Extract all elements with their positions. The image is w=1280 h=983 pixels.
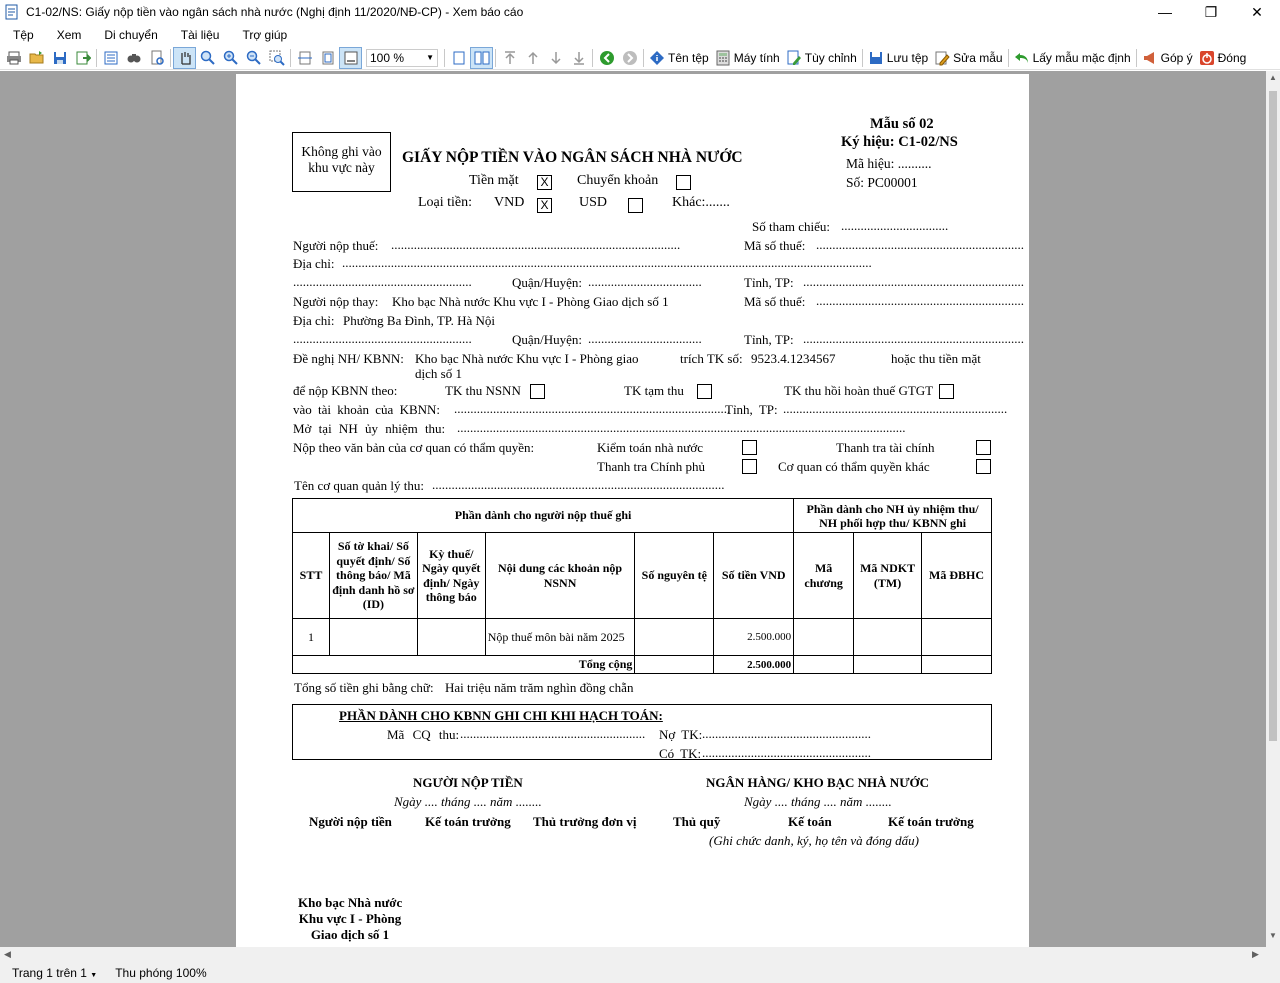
tax-code-2-dots: ................................................................ — [816, 293, 1024, 308]
province-3-label: Tỉnh, TP: — [725, 402, 778, 417]
toolbar-separator — [592, 49, 593, 67]
district-label: Quận/Huyện: — [512, 275, 583, 290]
toolbar-separator — [444, 49, 445, 67]
payer-date: Ngày .... tháng .... năm ........ — [394, 794, 542, 809]
gov-inspect-label: Thanh tra Chính phủ — [597, 459, 705, 474]
toolbar-separator — [290, 49, 291, 67]
amount-words-label: Tổng số tiền ghi bằng chữ: — [294, 680, 434, 695]
province-3-dots: ..................................................................... — [783, 401, 1008, 416]
menu-help[interactable]: Trợ giúp — [242, 28, 288, 42]
col-original-amount: Số nguyên tệ — [635, 533, 714, 619]
form-number: Mẫu số 02 — [870, 116, 934, 132]
find-icon[interactable] — [122, 47, 145, 69]
forward-icon[interactable] — [618, 47, 641, 69]
request-bank-label: Đề nghị NH/ KBNN: — [293, 351, 404, 366]
total-original — [635, 656, 714, 674]
file-name-label: Tên tệp — [668, 50, 709, 65]
export-icon[interactable] — [71, 47, 94, 69]
toolbar — [0, 46, 1280, 70]
sig-note: (Ghi chức danh, ký, họ tên và đóng dấu) — [709, 833, 919, 848]
row-chapter-code — [794, 619, 854, 656]
table-of-contents-icon[interactable] — [99, 47, 122, 69]
debit-account-label: trích TK số: — [680, 351, 743, 366]
print-icon[interactable] — [2, 47, 25, 69]
chevron-down-icon: ▼ — [426, 53, 434, 62]
to-pay-label: để nộp KBNN theo: — [293, 383, 398, 398]
power-icon — [1199, 50, 1215, 66]
zoom-in-icon[interactable] — [219, 47, 242, 69]
payer-section-title: NGƯỜI NỘP TIỀN — [413, 775, 523, 790]
address-label: Địa chỉ: — [293, 256, 335, 271]
sig-payer: Người nộp tiền — [309, 814, 392, 829]
page-title: GIẤY NỘP TIỀN VÀO NGÂN SÁCH NHÀ NƯỚC — [402, 149, 743, 166]
fit-page-icon[interactable] — [316, 47, 339, 69]
app-icon — [4, 4, 20, 20]
tk-vat-checkbox[interactable] — [939, 384, 954, 399]
toolbar-separator — [1136, 49, 1137, 67]
zoom-selection-icon[interactable] — [265, 47, 288, 69]
tax-code-2-label: Mã số thuế: — [744, 294, 806, 309]
col-ndkt-code: Mã NDKT (TM) — [854, 533, 922, 619]
status-bar — [0, 963, 1280, 983]
usd-checkbox[interactable] — [628, 198, 643, 213]
address-2-dots: ....................................................... — [293, 331, 472, 346]
customize-button[interactable] — [783, 47, 860, 69]
no-write-box — [292, 132, 391, 192]
request-bank-value-1: Kho bạc Nhà nước Khu vực I - Phòng giao — [415, 351, 639, 366]
other-authority-checkbox[interactable] — [976, 459, 991, 474]
payer-on-behalf-value: Kho bạc Nhà nước Khu vực I - Phòng Giao dịch số 1 — [392, 294, 669, 309]
row-vnd-amount: 2.500.000 — [714, 619, 794, 656]
request-bank-value-2: dịch số 1 — [415, 366, 462, 381]
calculator-button[interactable] — [712, 47, 783, 69]
transfer-label: Chuyển khoản — [577, 173, 659, 188]
default-template-button[interactable] — [1011, 47, 1134, 69]
feedback-button[interactable] — [1139, 47, 1196, 69]
row-dbhc-code — [922, 619, 992, 656]
agency-name-dots: .......................................................................................... — [432, 477, 725, 492]
transfer-checkbox[interactable] — [676, 175, 691, 190]
taxpayer-dots: ......................................................................................... — [391, 237, 681, 252]
ref-number-label: Số tham chiếu: — [752, 219, 830, 234]
col-dbhc-code: Mã ĐBHC — [922, 533, 992, 619]
page-setup-icon[interactable] — [145, 47, 168, 69]
address-2-value: Phường Ba Đình, TP. Hà Nội — [343, 313, 495, 328]
report-viewport[interactable] — [0, 71, 1266, 947]
tax-code-dots: ................................................................ — [816, 237, 1024, 252]
gov-inspect-checkbox[interactable] — [742, 459, 757, 474]
province-2-dots: .................................................................... — [803, 331, 1024, 346]
province-dots: .................................................................... — [803, 274, 1024, 289]
calculator-label: Máy tính — [733, 50, 780, 65]
total-ndkt — [854, 656, 922, 674]
zoom-select[interactable] — [366, 49, 438, 67]
vertical-scroll-thumb[interactable] — [1269, 91, 1277, 741]
scroll-down-icon[interactable]: ▼ — [1269, 931, 1277, 940]
payer-name-line-1: Kho bạc Nhà nước — [298, 895, 403, 910]
row-tax-period — [417, 619, 485, 656]
tk-temp-label: TK tạm thu — [624, 383, 684, 398]
amount-words-value: Hai triệu năm trăm nghìn đồng chẵn — [445, 680, 634, 695]
other-currency-label: Khác:....... — [672, 195, 730, 210]
total-label: Tổng cộng — [293, 656, 635, 674]
sig-head-of-unit: Thủ trưởng đơn vị — [533, 814, 637, 829]
col-content: Nội dung các khoản nộp NSNN — [485, 533, 635, 619]
opened-at-label: Mở tại NH ủy nhiệm thu: — [293, 421, 446, 436]
cash-checkbox[interactable]: X — [537, 175, 552, 190]
maximize-button[interactable]: ❐ — [1204, 3, 1218, 20]
payer-name-line-2: Khu vực I - Phòng — [298, 911, 402, 926]
vnd-label: VND — [494, 195, 525, 210]
toolbar-separator — [862, 49, 863, 67]
calculator-icon — [715, 50, 731, 66]
page-indicator-text: Trang 1 trên 1 — [12, 966, 87, 980]
open-icon[interactable] — [25, 47, 48, 69]
zoom-icon[interactable] — [196, 47, 219, 69]
cq-code-label: Mã CQ thu: — [387, 727, 460, 742]
debit-account-value: 9523.4.1234567 — [751, 351, 836, 366]
total-chapter — [794, 656, 854, 674]
taxpayer-label: Người nộp thuế: — [293, 238, 379, 253]
toolbar-separator — [643, 49, 644, 67]
feedback-label: Góp ý — [1160, 50, 1193, 65]
state-audit-checkbox[interactable] — [742, 440, 757, 455]
toolbar-separator — [1008, 49, 1009, 67]
table-row — [293, 619, 992, 656]
window-title: C1-02/NS: Giấy nộp tiền vào ngân sách nhà nước (Nghị định 11/2020/NĐ-CP) - Xem báo cáo — [26, 5, 524, 19]
next-page-icon[interactable] — [544, 47, 567, 69]
district-2-dots: ................................... — [588, 331, 702, 346]
col-chapter-code: Mã chương — [794, 533, 854, 619]
zoom-indicator: Thu phóng 100% — [115, 966, 207, 980]
debit-label: Nợ TK: — [659, 727, 703, 742]
col-vnd-amount: Số tiền VND — [714, 533, 794, 619]
row-stt: 1 — [293, 619, 330, 656]
close-window-button[interactable]: ✕ — [1251, 3, 1263, 20]
kbnn-title: PHẦN DÀNH CHO KBNN GHI CHI KHI HẠCH TOÁN: — [339, 708, 663, 723]
usd-label: USD — [579, 195, 608, 210]
province-label: Tỉnh, TP: — [744, 275, 794, 290]
district-dots: ................................... — [588, 274, 702, 289]
menu-view[interactable]: Xem — [56, 28, 82, 42]
edit-template-label: Sửa mẫu — [953, 50, 1003, 65]
scrollbar-corner — [1266, 947, 1280, 963]
no-write-line-1: Không ghi vào — [301, 144, 382, 159]
bank-date: Ngày .... tháng .... năm ........ — [744, 794, 892, 809]
first-page-icon[interactable] — [498, 47, 521, 69]
toolbar-separator — [96, 49, 97, 67]
by-document-label: Nộp theo văn bản của cơ quan có thẩm quyền: — [293, 440, 535, 455]
cq-code-dots: ......................................................... — [460, 726, 646, 741]
total-vnd: 2.500.000 — [714, 656, 794, 674]
cash-label: Tiền mặt — [469, 173, 519, 188]
debit-dots: .................................................... — [702, 726, 871, 741]
minimize-button[interactable]: — — [1158, 4, 1172, 20]
sig-chief-accountant: Kế toán trưởng — [425, 814, 511, 829]
last-page-icon[interactable] — [567, 47, 590, 69]
zoom-out-icon[interactable] — [242, 47, 265, 69]
row-doc-number — [329, 619, 417, 656]
close-button[interactable] — [1196, 47, 1250, 69]
save-file-button[interactable] — [865, 47, 931, 69]
row-ndkt-code — [854, 619, 922, 656]
tk-nsnn-label: TK thu NSNN — [445, 383, 521, 398]
floppy-icon — [868, 50, 884, 66]
tk-vat-label: TK thu hồi hoàn thuế GTGT — [784, 383, 934, 398]
address-dots: ................................................................................................................................................................... — [342, 255, 872, 270]
table-head-bank: Phần dành cho NH ủy nhiệm thu/ NH phối hợp thu/ KBNN ghi — [794, 499, 992, 533]
address-dots-2: ....................................................... — [293, 274, 472, 289]
scroll-up-icon[interactable]: ▲ — [1269, 73, 1277, 82]
row-content: Nộp thuế môn bài năm 2025 — [485, 619, 635, 656]
save-icon[interactable] — [48, 47, 71, 69]
menu-navigate[interactable]: Di chuyển — [104, 28, 158, 42]
two-page-icon[interactable] — [470, 47, 493, 69]
file-name-button[interactable] — [646, 47, 712, 69]
or-cash-label: hoặc thu tiền mặt — [891, 351, 981, 366]
hand-tool-icon[interactable] — [173, 47, 196, 69]
opened-at-dots: .......................................................................................................................................... — [457, 420, 906, 435]
address-2-label: Địa chỉ: — [293, 313, 335, 328]
scroll-left-icon[interactable]: ◀ — [4, 949, 11, 959]
scroll-right-icon[interactable]: ▶ — [1252, 949, 1259, 959]
payer-name-line-3: Giao dịch số 1 — [310, 927, 390, 942]
actual-size-icon[interactable] — [339, 47, 362, 69]
payment-table — [292, 498, 992, 674]
vertical-scrollbar[interactable] — [1266, 71, 1280, 947]
zoom-value: 100 % — [370, 50, 405, 65]
col-tax-period: Kỳ thuế/ Ngày quyết định/ Ngày thông báo — [417, 533, 485, 619]
single-page-icon[interactable] — [447, 47, 470, 69]
toolbar-separator — [170, 49, 171, 67]
menu-file[interactable]: Tệp — [13, 28, 34, 42]
no-write-line-2: khu vực này — [308, 160, 375, 175]
ref-number-dots: ................................. — [841, 218, 949, 233]
into-account-label: vào tài khoản của KBNN: — [293, 402, 441, 417]
title-bar — [0, 0, 1280, 24]
edit-template-button[interactable] — [931, 47, 1005, 69]
report-page — [236, 74, 1029, 947]
bank-section-title: NGÂN HÀNG/ KHO BẠC NHÀ NƯỚC — [706, 775, 930, 790]
close-label: Đóng — [1217, 50, 1247, 65]
credit-label: Có TK: — [659, 746, 702, 761]
back-icon[interactable] — [595, 47, 618, 69]
total-dbhc — [922, 656, 992, 674]
sig-chief-accountant-2: Kế toán trưởng — [888, 814, 974, 829]
finance-inspect-checkbox[interactable] — [976, 440, 991, 455]
customize-icon — [786, 50, 802, 66]
col-doc-number: Số tờ khai/ Số quyết định/ Số thông báo/ Mã định danh hồ sơ (ID) — [329, 533, 417, 619]
toolbar-separator — [495, 49, 496, 67]
page-indicator[interactable] — [12, 966, 97, 980]
fit-width-icon[interactable] — [293, 47, 316, 69]
vnd-checkbox[interactable]: X — [537, 198, 552, 213]
chevron-down-icon: ▼ — [90, 972, 98, 979]
other-authority-label: Cơ quan có thẩm quyền khác — [778, 459, 930, 474]
form-symbol: Ký hiệu: C1-02/NS — [841, 134, 958, 150]
row-original-amount — [635, 619, 714, 656]
edit-icon — [934, 50, 950, 66]
tax-code-label: Mã số thuế: — [744, 238, 806, 253]
form-doc-number: Số: PC00001 — [846, 175, 918, 190]
agency-name-label: Tên cơ quan quản lý thu: — [294, 478, 424, 493]
tk-temp-checkbox[interactable] — [697, 384, 712, 399]
form-code: Mã hiệu: .......... — [846, 156, 932, 171]
default-template-label: Lấy mẫu mặc định — [1032, 50, 1131, 65]
district-2-label: Quận/Huyện: — [512, 332, 583, 347]
col-stt: STT — [293, 533, 330, 619]
province-2-label: Tỉnh, TP: — [744, 332, 794, 347]
horizontal-scrollbar[interactable] — [0, 947, 1266, 963]
sig-cashier: Thủ quỹ — [673, 814, 721, 829]
menu-document[interactable]: Tài liệu — [180, 28, 220, 42]
diamond-info-icon — [649, 50, 665, 66]
table-head-taxpayer: Phần dành cho người nộp thuế ghi — [293, 499, 794, 533]
finance-inspect-label: Thanh tra tài chính — [836, 440, 935, 455]
previous-page-icon[interactable] — [521, 47, 544, 69]
state-audit-label: Kiểm toán nhà nước — [597, 440, 703, 455]
payer-on-behalf-label: Người nộp thay: — [293, 294, 379, 309]
into-account-dots: ..................................................................................... — [454, 401, 731, 416]
customize-label: Tùy chỉnh — [804, 50, 857, 65]
menu-bar — [0, 24, 1280, 46]
undo-arrow-icon — [1014, 50, 1030, 66]
currency-label: Loại tiền: — [418, 195, 473, 210]
save-file-label: Lưu tệp — [886, 50, 929, 65]
tk-nsnn-checkbox[interactable] — [530, 384, 545, 399]
sig-accountant: Kế toán — [788, 814, 832, 829]
megaphone-icon — [1142, 50, 1158, 66]
credit-dots: .................................................... — [702, 745, 871, 760]
